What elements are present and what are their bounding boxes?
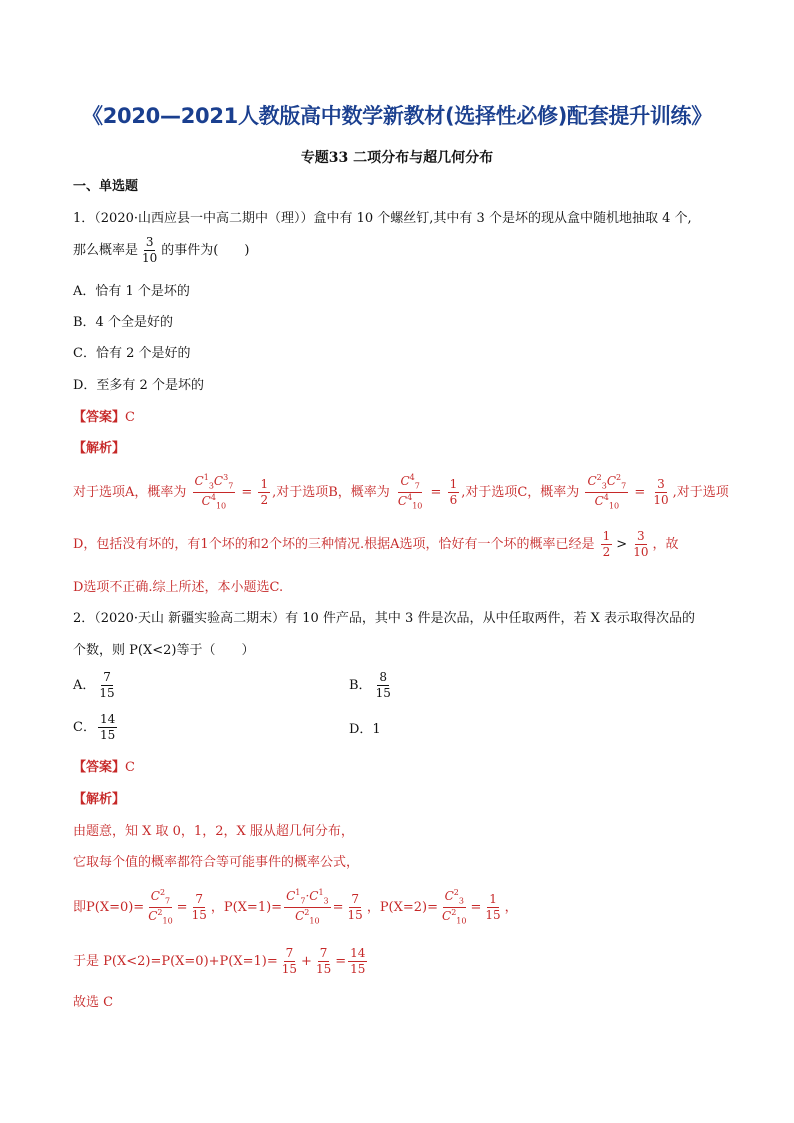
q2-stem-line2: 个数，则 P(X<2)等于（ ） (73, 643, 255, 658)
q2-analysis-line1: 由题意，知 X 取 0，1，2，X 服从超几何分布， (73, 824, 354, 839)
q1-analysis-line1: 对于选项A，概率为 $\frac{C^1_3C^3_7}{C^4_{10}}$ = $\frac{1}{2}$ ,对于选项B，概率为 $\frac{C^4_7}{C^4_{10}}$ = $\frac{1}{6}$ ,对于选项C，概率为 $\frac{C^2_3C^2_7}{C^4_{10}}$ = $\frac{3}{10}$ ,对于选项 (73, 473, 729, 511)
q2-stem-line1: 2．（2020·天山 新疆实验高二期末）有 10 件产品，其中 3 件是次品，从中任取两件，若 X 表示取得次品的 (73, 611, 695, 626)
q2-answer: 【答案】C (73, 760, 135, 775)
q2-option-b: B． $\frac{8}{15}$ (349, 670, 391, 701)
q2-option-d: D．1 (349, 722, 381, 737)
topic-subtitle: 专题33 二项分布与超几何分布 (300, 150, 494, 166)
q1-option-d: D．至多有 2 个是坏的 (73, 378, 204, 393)
q1-option-c: C．恰有 2 个是好的 (73, 346, 191, 361)
q1-analysis-line2: D，包括没有坏的，有1个坏的和2个坏的三种情况.根据A选项，恰好有一个坏的概率已经是 $\frac{1}{2}$ > $\frac{3}{10}$ ，故 (73, 529, 679, 560)
q1-analysis-line3: D选项不正确.综上所述，本小题选C. (73, 580, 284, 595)
q1-probability-fraction: $\frac{3}{10}$ (142, 235, 158, 266)
document-title: 《2020—2021人教版高中数学新教材(选择性必修)配套提升训练》 (82, 104, 712, 128)
q1-analysis-tag: 【解析】 (73, 441, 126, 456)
q1-option-a: A．恰有 1 个是坏的 (73, 284, 190, 299)
section-heading: 一、单选题 (73, 179, 139, 194)
q2-analysis-tag: 【解析】 (73, 792, 126, 807)
q1-answer: 【答案】C (73, 410, 135, 425)
q2-conclusion: 故选 C (73, 995, 114, 1010)
q2-option-a: A． $\frac{7}{15}$ (73, 670, 115, 701)
q2-analysis-sum: 于是 P(X<2)=P(X=0)+P(X=1)= $\frac{7}{15}$ + $\frac{7}{15}$ = $\frac{14}{15}$ (73, 946, 366, 977)
q2-option-c: C． $\frac{14}{15}$ (73, 712, 116, 743)
q1-option-b: B．4 个全是好的 (73, 315, 173, 330)
q1-stem-line1: 1．（2020·山西应县一中高二期中（理））盒中有 10 个螺丝钉,其中有 3 个是坏的现从盒中随机地抽取 4 个, (73, 211, 692, 226)
q2-analysis-probabilities: 即P(X=0)= $\frac{C^2_7}{C^2_{10}}$ = $\frac{7}{15}$ ，P(X=1)= $\frac{C^1_7\cdot C^1_3}{C^2_{10}}$ = $\frac{7}{15}$ ，P(X=2)= $\frac{C^2_3}{C^2_{10}}$ = $\frac{1}{15}$ ， (73, 888, 518, 926)
q1-stem-line2: 那么概率是 $\frac{3}{10}$ 的事件为( ) (73, 235, 250, 266)
q2-analysis-line2: 它取每个值的概率都符合等可能事件的概率公式， (73, 855, 360, 870)
